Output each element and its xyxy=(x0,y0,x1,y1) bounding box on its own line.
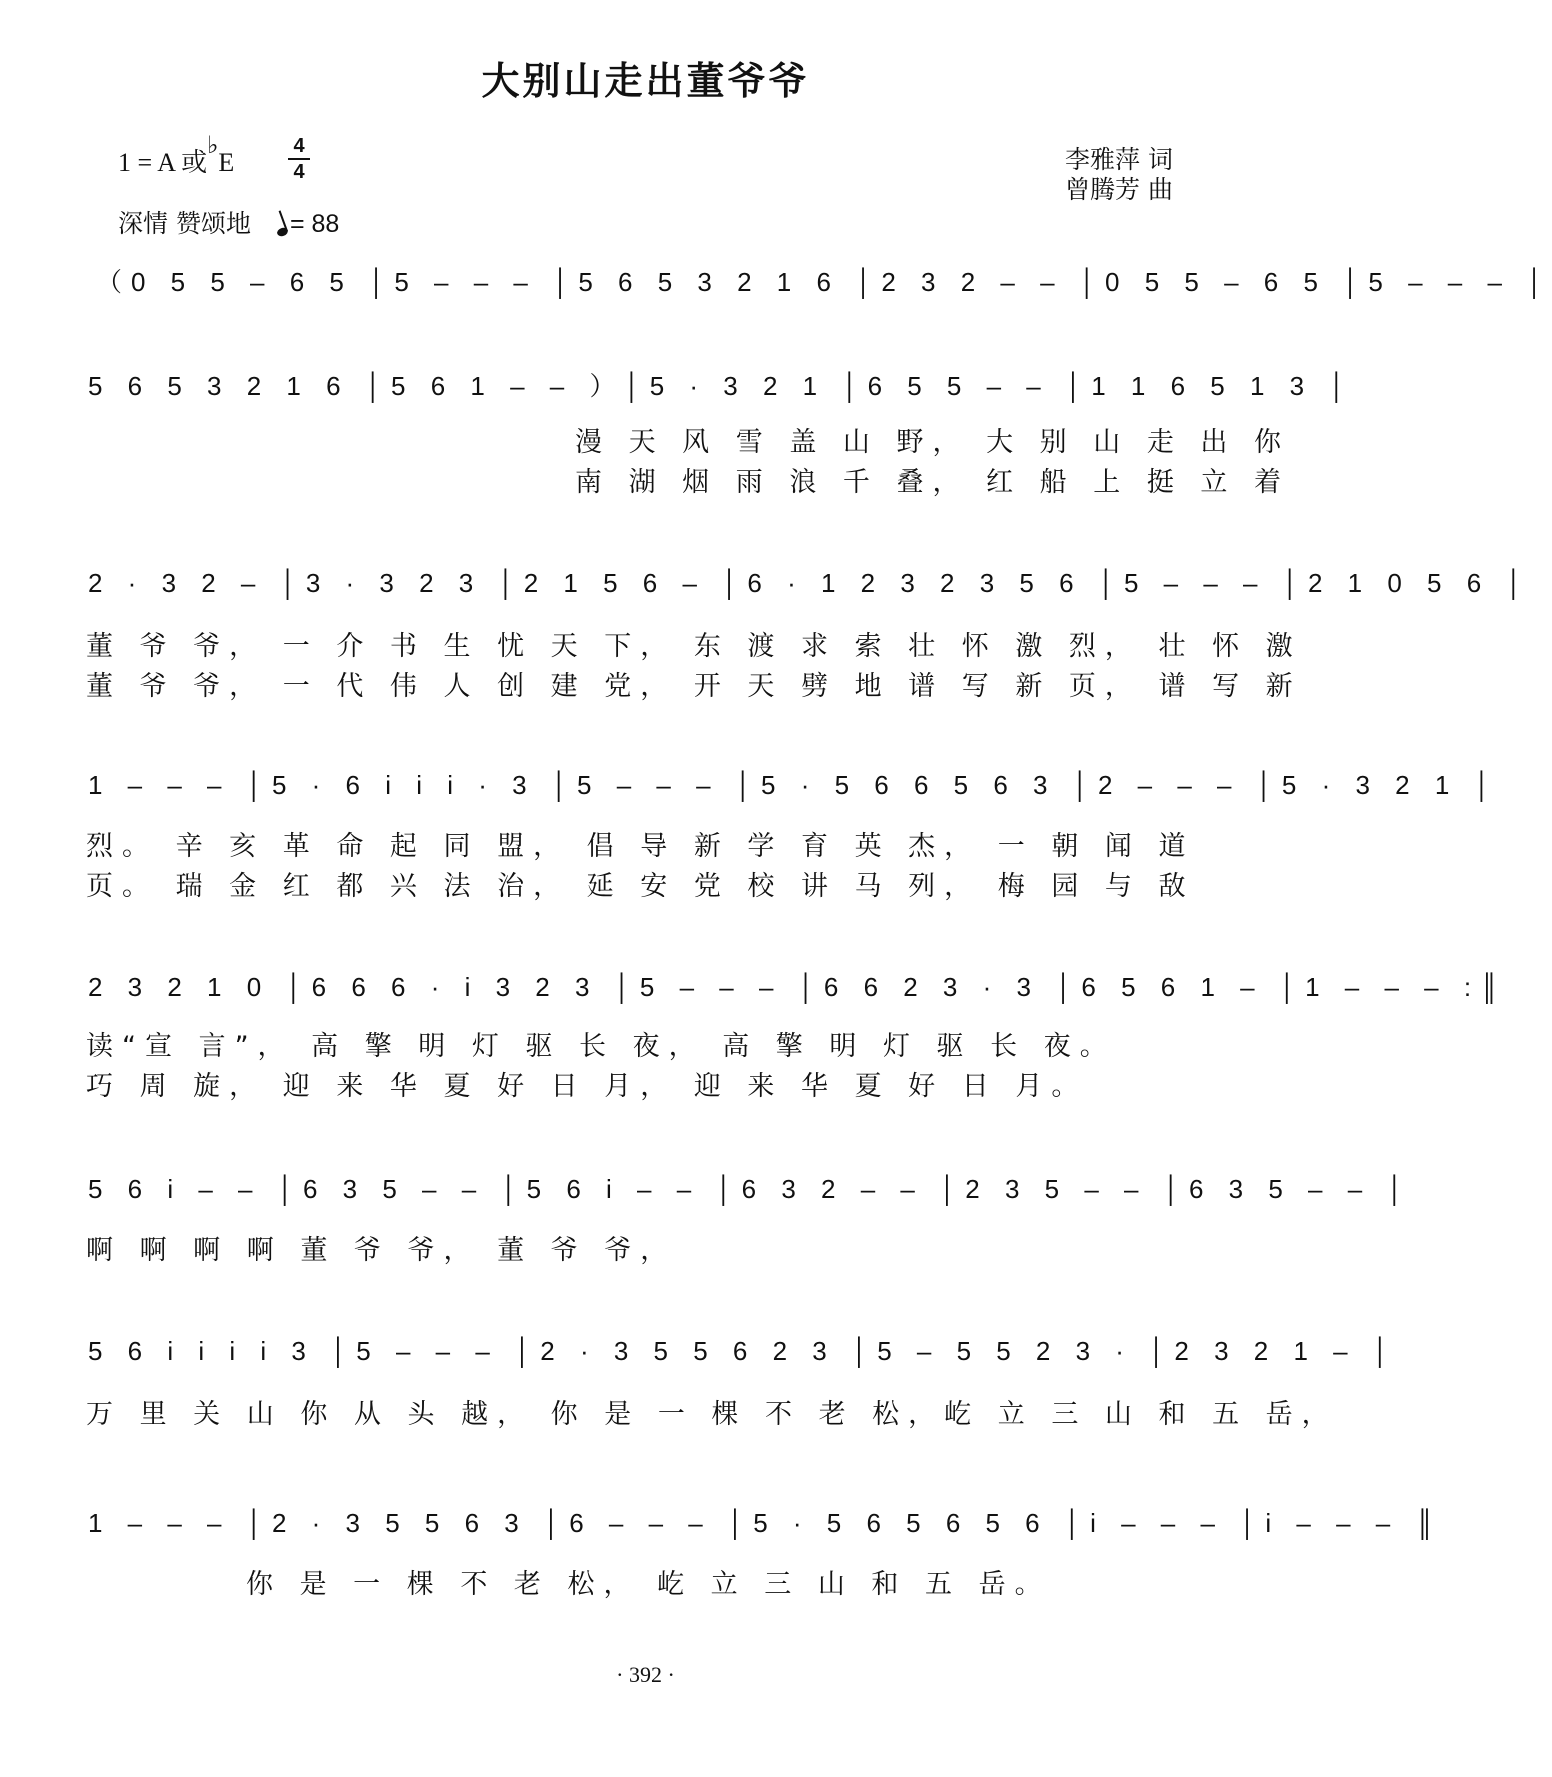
lyric-verse-2: 巧 周 旋， 迎 来 华 夏 好 日 月， 迎 来 华 夏 好 日 月。 xyxy=(86,1071,1088,1102)
flat-sign: ♭ xyxy=(207,133,219,159)
notation-line: 2 · 3 2 – │3 · 3 2 3 │2 1 5 6 – │6 · 1 2 3 2 3 5 6 │5 – – – │2 1 0 5 6 │ xyxy=(88,568,1532,598)
lyricist-credit: 李雅萍 词 xyxy=(1065,145,1173,174)
composer-credit: 曾腾芳 曲 xyxy=(1065,175,1173,204)
lyric-verse-2: 页。 瑞 金 红 都 兴 法 治， 延 安 党 校 讲 马 列， 梅 园 与 敌 xyxy=(86,871,1195,902)
notation-line: 2 3 2 1 0 │6 6 6 · i 3 2 3 │5 – – – │6 6 2 3 · 3 │6 5 6 1 – │1 – – – :║ xyxy=(88,972,1508,1002)
quarter-note-icon xyxy=(276,226,289,237)
tempo-value: = 88 xyxy=(289,210,340,238)
lyric-verse-1: 啊 啊 啊 啊 董 爷 爷， 董 爷 爷， xyxy=(86,1235,677,1266)
expression-text: 深情 赞颂地 xyxy=(118,209,251,238)
song-title: 大别山走出董爷爷 xyxy=(481,59,810,103)
key-text: 1 = A 或 xyxy=(118,148,208,177)
tempo-marking xyxy=(118,204,339,240)
lyric-verse-1: 万 里 关 山 你 从 头 越， 你 是 一 棵 不 老 松，屹 立 三 山 和 五 岳， xyxy=(86,1399,1338,1430)
notation-line: 5 6 i i i i 3 │5 – – – │2 · 3 5 5 6 2 3 │5 – 5 5 2 3 · │2 3 2 1 – │ xyxy=(88,1336,1399,1366)
time-unit: 4 xyxy=(293,161,305,183)
lyric-verse-2: 南 湖 烟 雨 浪 千 叠， 红 船 上 挺 立 着 xyxy=(575,467,1290,498)
lyric-verse-1: 漫 天 风 雪 盖 山 野， 大 别 山 走 出 你 xyxy=(575,427,1290,458)
key-signature xyxy=(118,133,235,179)
notation-line: 5 6 5 3 2 1 6 │5 6 1 – – ）│5 · 3 2 1 │6 5 5 – – │1 1 6 5 1 3 │ xyxy=(88,371,1355,401)
lyric-verse-1: 烈。 辛 亥 革 命 起 同 盟， 倡 导 新 学 育 英 杰， 一 朝 闻 道 xyxy=(86,831,1195,862)
notation-line: 5 6 i – – │6 3 5 – – │5 6 i – – │6 3 2 – – │2 3 5 – – │6 3 5 – – │ xyxy=(88,1174,1413,1204)
time-signature xyxy=(288,136,310,182)
lyric-verse-1: 你 是 一 棵 不 老 松， 屹 立 三 山 和 五 岳。 xyxy=(246,1569,1051,1600)
notation-line: 1 – – – │5 · 6 i i i · 3 │5 – – – │5 · 5 6 6 5 6 3 │2 – – – │5 · 3 2 1 │ xyxy=(88,770,1500,800)
lyric-verse-1: 读“宣 言”， 高 擎 明 灯 驱 长 夜， 高 擎 明 灯 驱 长 夜。 xyxy=(86,1031,1116,1062)
page-number: · 392 · xyxy=(616,1662,675,1687)
notation-line: （0 5 5 – 6 5 │5 – – – │5 6 5 3 2 1 6 │2 3 2 – – │0 5 5 – 6 5 │5 – – – │ xyxy=(96,267,1552,297)
time-beats: 4 xyxy=(293,135,305,157)
lyric-verse-1: 董 爷 爷， 一 介 书 生 忧 天 下， 东 渡 求 索 壮 怀 激 烈， 壮 怀 激 xyxy=(86,631,1302,662)
lyric-verse-2: 董 爷 爷， 一 代 伟 人 创 建 党， 开 天 劈 地 谱 写 新 页， 谱 写 新 xyxy=(86,671,1302,702)
key-alt: E xyxy=(218,148,235,177)
notation-line: 1 – – – │2 · 3 5 5 6 3 │6 – – – │5 · 5 6 5 6 5 6 │i – – – │i – – – ║ xyxy=(88,1508,1443,1538)
